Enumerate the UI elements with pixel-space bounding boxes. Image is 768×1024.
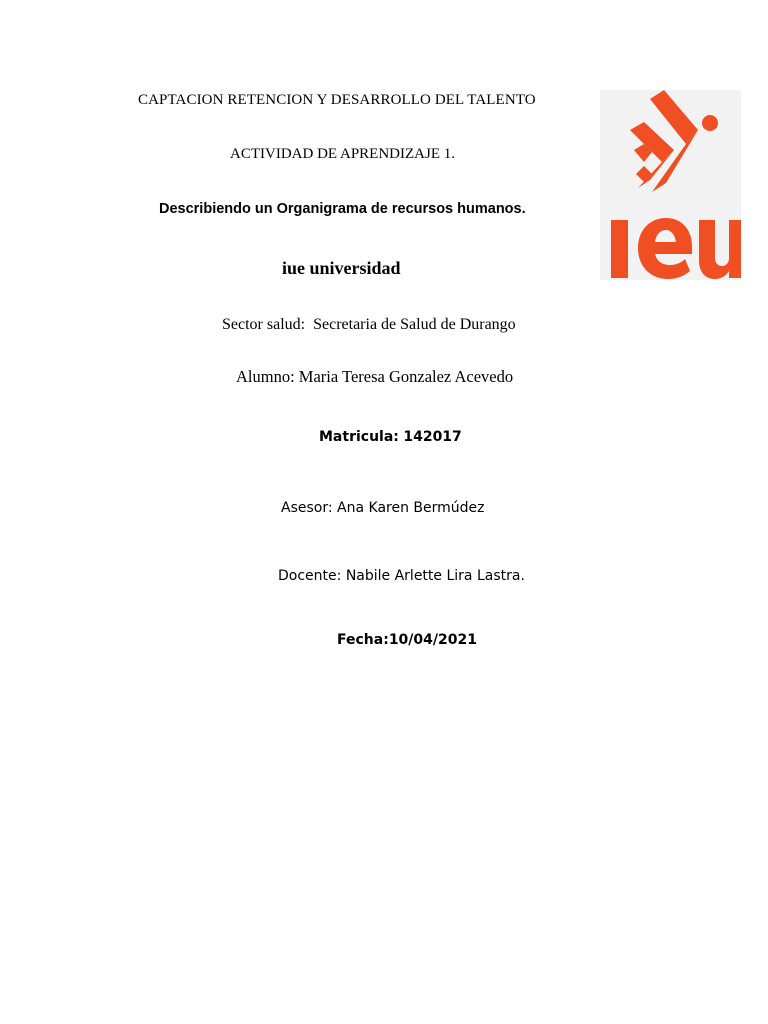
course-title: CAPTACION RETENCION Y DESARROLLO DEL TALENTO: [138, 92, 536, 108]
asesor-label: Asesor:: [281, 500, 333, 516]
sector-label: Sector salud:: [222, 316, 306, 333]
docente-value: Nabile Arlette Lira Lastra.: [345, 568, 525, 584]
university-name: iue universidad: [282, 258, 401, 278]
sector-value: Secretaria de Salud de Durango: [313, 316, 516, 333]
activity-subtitle: Describiendo un Organigrama de recursos humanos.: [159, 201, 526, 217]
matricula-line: [319, 429, 462, 445]
matricula-label: Matricula:: [319, 429, 399, 445]
matricula-value: 142017: [403, 429, 462, 445]
fecha-label: Fecha:: [337, 632, 389, 648]
fecha-line: [337, 632, 477, 648]
sector-line: [222, 316, 516, 334]
activity-title: ACTIVIDAD DE APRENDIZAJE 1.: [230, 146, 455, 162]
docente-line: [278, 568, 525, 584]
ieu-logo: [600, 90, 741, 280]
student-value: Maria Teresa Gonzalez Acevedo: [298, 367, 514, 386]
asesor-value: Ana Karen Bermúdez: [337, 500, 485, 516]
asesor-line: [281, 500, 485, 516]
docente-label: Docente:: [278, 568, 342, 584]
fecha-value: 10/04/2021: [388, 632, 477, 648]
student-label: Alumno:: [236, 367, 295, 386]
student-line: [236, 367, 513, 387]
ieu-chevron-logo-icon: [600, 90, 741, 280]
